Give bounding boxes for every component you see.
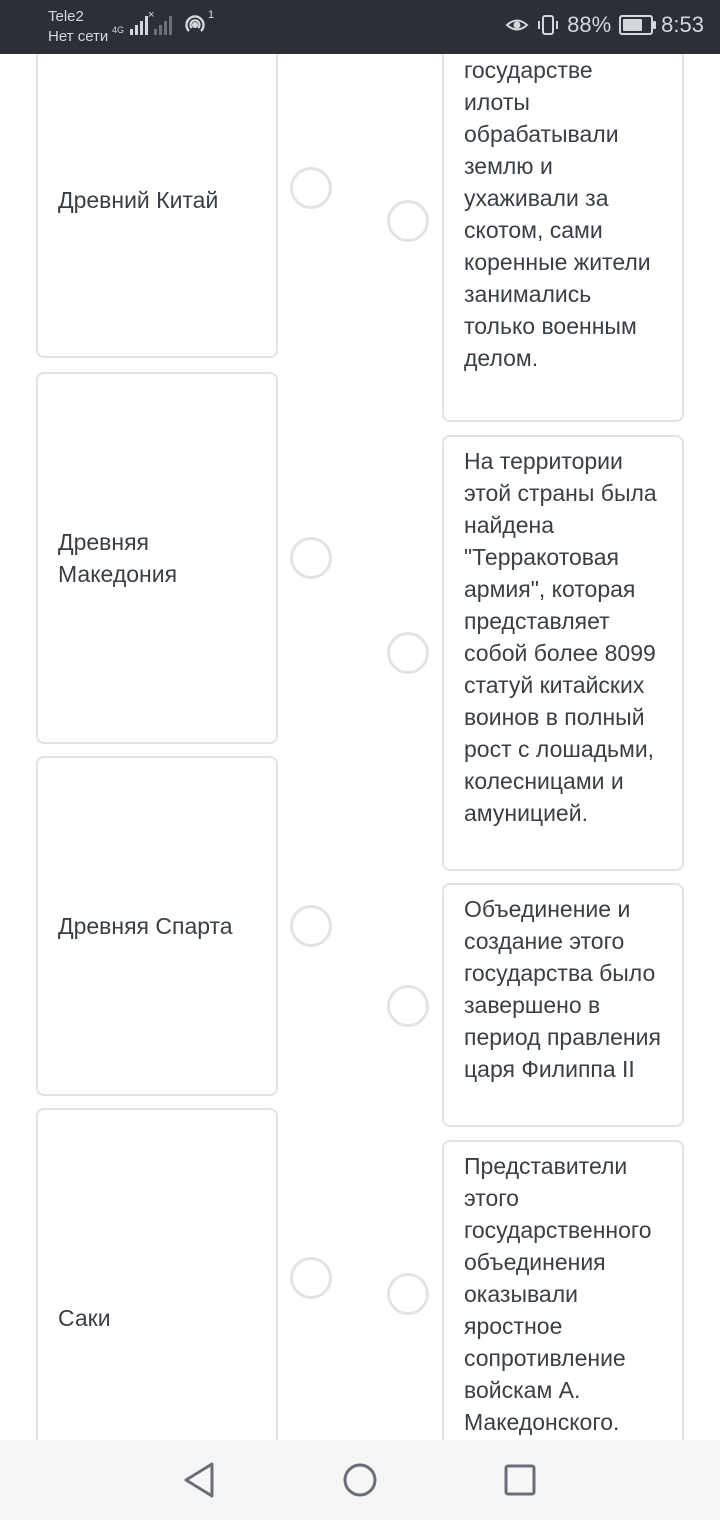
vibrate-icon: [537, 14, 559, 36]
clock: 8:53: [661, 12, 704, 37]
left-option-card[interactable]: [36, 372, 278, 744]
signal-icon: [130, 13, 148, 35]
left-connector-radio[interactable]: [290, 167, 332, 209]
recents-icon[interactable]: [498, 1458, 542, 1502]
eye-comfort-icon: [505, 16, 529, 34]
left-option-card[interactable]: [36, 1108, 278, 1440]
left-connector-radio[interactable]: [290, 537, 332, 579]
right-option-card[interactable]: [442, 54, 684, 422]
right-option-text: Представители этого государственного объединения оказывали яростное сопротивление войскам А. Македонского.: [464, 1153, 652, 1435]
left-option-label: Древний Китай: [58, 187, 219, 213]
status-right-group: [505, 12, 704, 38]
hotspot-icon: [182, 12, 208, 38]
status-bar: [0, 0, 720, 54]
left-option-label: Древняя Спарта: [58, 913, 233, 939]
back-icon[interactable]: [178, 1458, 222, 1502]
system-nav-bar: [0, 1440, 720, 1520]
battery-percent: 88%: [567, 12, 612, 37]
signal-off-icon: ×: [154, 13, 172, 35]
hotspot-count: 1: [208, 9, 215, 21]
signal-indicators: [112, 9, 172, 35]
right-option-text: государстве илоты обрабатывали землю и ухаживали за скотом, сами коренные жители занимались только военным делом.: [464, 57, 651, 371]
left-connector-radio[interactable]: [290, 1257, 332, 1299]
left-option-card[interactable]: [36, 756, 278, 1096]
left-connector-radio[interactable]: [290, 905, 332, 947]
left-option-label: Саки: [58, 1305, 111, 1331]
right-option-text: Объединение и создание этого государства было завершено в период правления царя Филиппа II: [464, 896, 661, 1082]
right-connector-radio[interactable]: [387, 1273, 429, 1315]
matching-question: [0, 54, 720, 1440]
right-connector-radio[interactable]: [387, 632, 429, 674]
home-icon[interactable]: [338, 1458, 382, 1502]
right-connector-radio[interactable]: [387, 200, 429, 242]
left-option-label: Древняя Македония: [58, 529, 178, 587]
battery-icon: [619, 15, 653, 35]
carrier-info: [48, 7, 108, 47]
left-option-card[interactable]: [36, 54, 278, 358]
right-connector-radio[interactable]: [387, 985, 429, 1027]
right-option-card[interactable]: [442, 883, 684, 1127]
right-option-card[interactable]: [442, 435, 684, 871]
right-option-card[interactable]: [442, 1140, 684, 1440]
right-option-text: На территории этой страны была найдена "Терракотовая армия", которая представляет собой более 8099 статуй китайских воинов в полный рост с лошадьми, колесницами и амуницией.: [464, 448, 657, 826]
network-type-label: 4G: [112, 25, 125, 35]
network-status: Нет сети: [48, 28, 109, 45]
carrier-name: Tele2: [48, 8, 84, 25]
